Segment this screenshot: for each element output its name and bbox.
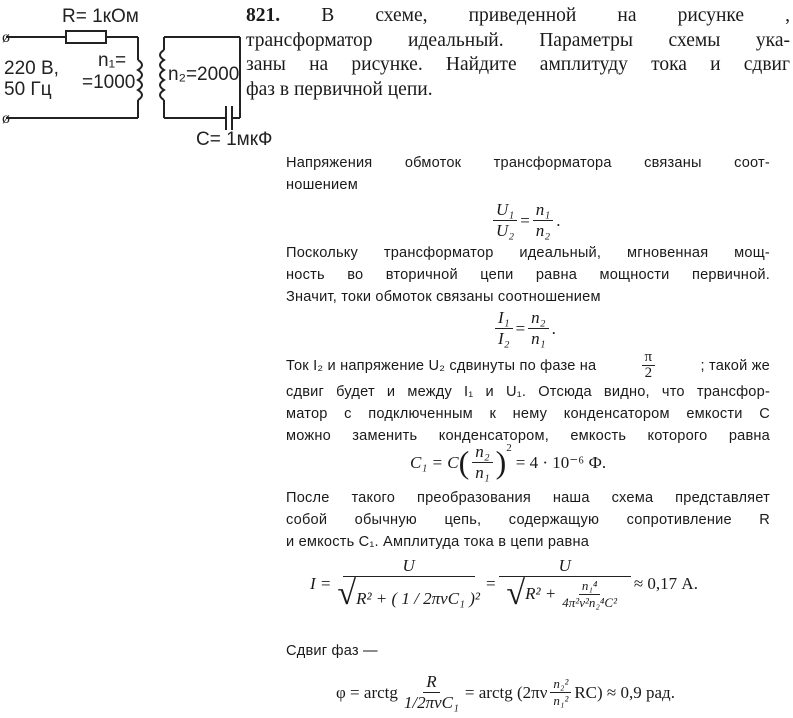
den: n₁ [475, 463, 490, 482]
text-line: После такого преобразования наша схема представляет [286, 490, 770, 506]
n2-label: n₂=2000 [168, 64, 240, 85]
two: 2 [644, 365, 653, 381]
solution-paragraph-5 [286, 640, 770, 662]
text-line: фаз в первичной цепи. [246, 78, 433, 100]
source-frequency: 50 Гц [4, 79, 52, 100]
text-line: можно заменить конденсатором, емкость которого равна [286, 428, 770, 444]
equation-equivalent-capacitance: C₁ = C ( $\frac{\text{n₂}}{\text{n₁}}$ ) $^2$ = 4 · 10⁻⁶ Ф. [410, 442, 607, 482]
den: R² + ( 1 / 2πνC₁ )² [356, 589, 480, 608]
source-voltage: 220 В, [4, 58, 59, 79]
terminal-icon: ø [2, 110, 10, 127]
lhs: C₁ = C [410, 452, 459, 472]
den: U₂ [496, 221, 515, 240]
equation-current-ratio [492, 308, 556, 349]
num: n₂ [528, 308, 548, 329]
num: U₁ [493, 200, 517, 221]
num: U [343, 556, 475, 577]
mid: = arctg (2πν [464, 682, 548, 702]
den: n₁ [531, 329, 546, 348]
text-line: и емкость C₁. Амплитуда тока в цепи равна [286, 534, 590, 550]
text-line: матор с подключенным к нему конденсатором емкости C [286, 406, 770, 422]
num: n₂ [472, 442, 492, 463]
text-line: В схеме, приведенной на рисунке , [321, 5, 790, 26]
equation-phase-shift [336, 672, 675, 713]
resistor-label: R= 1кОм [62, 6, 139, 27]
period: . [556, 210, 561, 230]
n1-value: =1000 [82, 72, 136, 93]
n1-label: n₁= [98, 50, 127, 71]
num: n₁⁴ [579, 578, 601, 595]
text-line: Напряжения обмоток трансформатора связаны соот- [286, 155, 770, 171]
equation-voltage-ratio [490, 200, 560, 241]
power: 2 [506, 442, 512, 454]
result: ≈ 0,17 А. [633, 573, 698, 593]
num: R [423, 672, 439, 693]
den: n₂ [535, 221, 551, 240]
text-line: Ток I₂ и напряжение U₂ сдвинуты по фазе на [286, 357, 597, 374]
solution-paragraph-3 [286, 350, 770, 447]
num: U [499, 556, 631, 577]
den: R² + [525, 584, 557, 603]
equals: = [520, 210, 530, 230]
solution-paragraph-1 [286, 152, 770, 196]
den: I₂ [498, 329, 510, 348]
num: n₁ [533, 200, 553, 221]
text-line: сдвиг будет и между I₁ и U₁. Отсюда видно, что трансфор- [286, 384, 770, 400]
text-line: Значит, токи обмоток связаны соотношением [286, 289, 601, 305]
lhs: φ = arctg [336, 682, 398, 702]
num: I₁ [495, 308, 513, 329]
text-line: собой обычную цепь, содержащую сопротивление R [286, 512, 770, 528]
text-line: заны на рисунке. Найдите амплитуду тока и сдвиг [246, 54, 790, 75]
equals: = [485, 573, 496, 593]
den: n₁² [553, 693, 569, 708]
terminal-icon: ø [2, 29, 10, 46]
num: n₂² [550, 676, 571, 693]
problem-number: 821. [246, 5, 281, 26]
solution-paragraph-2 [286, 242, 770, 308]
text-line: ношением [286, 177, 358, 193]
solution-paragraph-4 [286, 487, 770, 553]
equals: = [515, 318, 526, 338]
text-line: трансформатор идеальный. Параметры схемы ука- [246, 29, 790, 51]
den: 4π²ν²n₂⁴C² [562, 594, 617, 610]
pi: π [642, 350, 656, 366]
problem-statement [246, 4, 790, 102]
rhs: RC) ≈ 0,9 рад. [574, 682, 675, 702]
capacitor-label: C= 1мкФ [196, 129, 273, 150]
text-line: Поскольку трансформатор идеальный, мгновенная мощ- [286, 245, 770, 261]
text-line: ность во вторичной цепи равна мощности первичной. [286, 267, 770, 283]
equation-current-amplitude: I = $\frac{U}{\text{√R² + ( 1 / 2πνC₁ )²}}$ = U √ R² + $\frac{\text{n₁⁴}}{\text{4π²ν²n₂⁴C²}}$ ≈ 0,17 А. [310, 556, 698, 612]
text-line: ; такой же [700, 357, 770, 374]
den: 1/2πνC₁ [403, 693, 459, 712]
period: . [551, 318, 556, 338]
rhs: = 4 · 10⁻⁶ Ф. [515, 452, 607, 472]
text-line: Сдвиг фаз — [286, 643, 378, 659]
lhs: I = [310, 573, 332, 593]
